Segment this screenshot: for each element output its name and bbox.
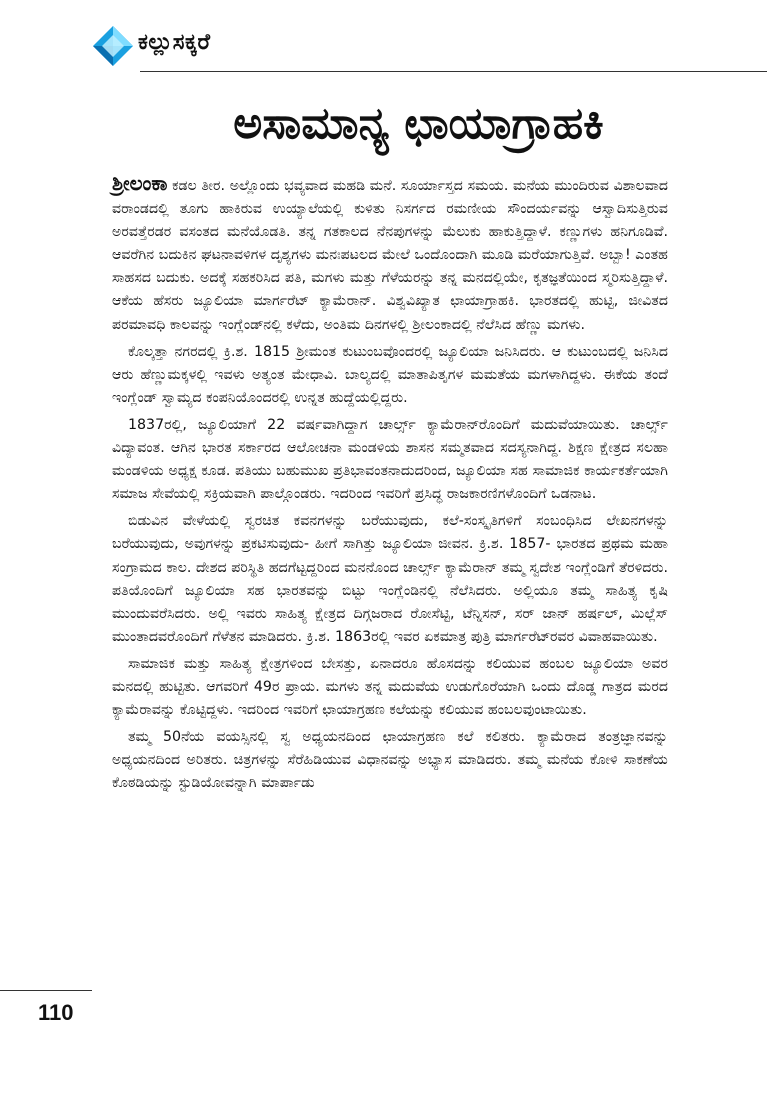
- paragraph-2: ಕೊಲ್ಕತ್ತಾ ನಗರದಲ್ಲಿ ಕ್ರಿ.ಶ. 1815 ಶ್ರೀಮಂತ ಕುಟುಂಬವೊಂದರಲ್ಲಿ ಜ್ಯೂಲಿಯಾ ಜನಿಸಿದರು. ಆ ಕುಟುಂಬದಲ್ಲಿ ಜನಿಸಿದ ಆರು ಹೆಣ್ಣುಮಕ್ಕಳಲ್ಲಿ ಇವಳು ಅತ್ಯಂತ ಮೇಧಾವಿ. ಬಾಲ್ಯದಲ್ಲಿ ಮಾತಾಪಿತೃಗಳ ಮಮತೆಯ ಮಗಳಾಗಿದ್ದಳು. ಈಕೆಯ ತಂದೆ ಇಂಗ್ಲೆಂಡ್ ಸ್ವಾಮ್ಯದ ಕಂಪನಿಯೊಂದರಲ್ಲಿ ಉನ್ನತ ಹುದ್ದೆಯಲ್ಲಿದ್ದರು.: [112, 343, 668, 406]
- header-rule: [140, 71, 767, 72]
- diamond-logo-icon: [92, 25, 134, 67]
- article-body: [112, 172, 668, 799]
- page-number: 110: [38, 1000, 74, 1025]
- footer-rule: [0, 990, 92, 991]
- article-title: ಅಸಾಮಾನ್ಯ ಛಾಯಾಗ್ರಾಹಕಿ: [233, 98, 604, 149]
- paragraph-1: [112, 172, 668, 337]
- brand-name: ಕಲ್ಲುಸಕ್ಕರೆ: [138, 30, 211, 55]
- paragraph-5: ಸಾಮಾಜಿಕ ಮತ್ತು ಸಾಹಿತ್ಯ ಕ್ಷೇತ್ರಗಳಿಂದ ಬೇಸತ್ತು, ಏನಾದರೂ ಹೊಸದನ್ನು ಕಲಿಯುವ ಹಂಬಲ ಜ್ಯೂಲಿಯಾ ಅವರ ಮನದಲ್ಲಿ ಹುಟ್ಟಿತು. ಆಗವರಿಗೆ 49ರ ಪ್ರಾಯ. ಮಗಳು ತನ್ನ ಮದುವೆಯ ಉಡುಗೊರೆಯಾಗಿ ಒಂದು ದೊಡ್ಡ ಗಾತ್ರದ ಮರದ ಕ್ಯಾಮೆರಾವನ್ನು ಕೊಟ್ಟಿದ್ದಳು. ಇದರಿಂದ ಇವರಿಗೆ ಛಾಯಾಗ್ರಹಣ ಕಲೆಯನ್ನು ಕಲಿಯುವ ಹಂಬಲವುಂಟಾಯಿತು.: [112, 655, 668, 719]
- paragraph-4: ಬಿಡುವಿನ ವೇಳೆಯಲ್ಲಿ ಸ್ವರಚಿತ ಕವನಗಳನ್ನು ಬರೆಯುವುದು, ಕಲೆ-ಸಂಸ್ಕೃತಿಗಳಿಗೆ ಸಂಬಂಧಿಸಿದ ಲೇಖನಗಳನ್ನು ಬರೆಯುವುದು, ಅವುಗಳನ್ನು ಪ್ರಕಟಿಸುವುದು- ಹೀಗೆ ಸಾಗಿತ್ತು ಜ್ಯೂಲಿಯಾ ಜೀವನ. ಕ್ರಿ.ಶ. 1857- ಭಾರತದ ಪ್ರಥಮ ಮಹಾ ಸಂಗ್ರಾಮದ ಕಾಲ. ದೇಶದ ಪರಿಸ್ಥಿತಿ ಹದಗೆಟ್ಟದ್ದರಿಂದ ಮನನೊಂದ ಚಾರ್ಲ್ಸ್ ಕ್ಯಾಮೆರಾನ್ ತಮ್ಮ ಸ್ವದೇಶ ಇಂಗ್ಲೆಂಡಿಗೆ ತೆರಳಿದರು. ಪತಿಯೊಂದಿಗೆ ಜ್ಯೂಲಿಯಾ ಸಹ ಭಾರತವನ್ನು ಬಿಟ್ಟು ಇಂಗ್ಲೆಂಡಿನಲ್ಲಿ ನೆಲೆಸಿದರು. ಅಲ್ಲಿಯೂ ತಮ್ಮ ಸಾಹಿತ್ಯ ಕೃಷಿ ಮುಂದುವರೆಸಿದರು. ಅಲ್ಲಿ ಇವರು ಸಾಹಿತ್ಯ ಕ್ಷೇತ್ರದ ದಿಗ್ಗಜರಾದ ರೋಸೆಟ್ಟಿ, ಟೆನ್ನಿಸನ್, ಸರ್ ಜಾನ್ ಹರ್ಷಲ್, ಮಿಲ್ಲೆಸ್ ಮುಂತಾದವರೊಂದಿಗೆ ಗೆಳೆತನ ಮಾಡಿದರು. ಕ್ರಿ.ಶ. 1863ರಲ್ಲಿ ಇವರ ಏಕಮಾತ್ರ ಪುತ್ರಿ ಮಾರ್ಗರೆಟ್‍ರವರ ವಿವಾಹವಾಯಿತು.: [112, 513, 668, 645]
- paragraph-6: ತಮ್ಮ 50ನೆಯ ವಯಸ್ಸಿನಲ್ಲಿ ಸ್ವ ಅಧ್ಯಯನದಿಂದ ಛಾಯಾಗ್ರಹಣ ಕಲೆ ಕಲಿತರು. ಕ್ಯಾಮೆರಾದ ತಂತ್ರಜ್ಞಾನವನ್ನು ಅಧ್ಯಯನದಿಂದ ಅರಿತರು. ಚಿತ್ರಗಳನ್ನು ಸೆರೆಹಿಡಿಯುವ ವಿಧಾನವನ್ನು ಅಭ್ಯಾಸ ಮಾಡಿದರು. ತಮ್ಮ ಮನೆಯ ಕೋಳಿ ಸಾಕಣೆಯ ಕೊಠಡಿಯನ್ನು ಸ್ಟುಡಿಯೋವನ್ನಾಗಿ ಮಾರ್ಪಾಡು: [112, 729, 668, 792]
- paragraph-1-text: ಕಡಲ ತೀರ. ಅಲ್ಲೊಂದು ಭವ್ಯವಾದ ಮಹಡಿ ಮನೆ. ಸೂರ್ಯಾಸ್ತದ ಸಮಯ. ಮನೆಯ ಮುಂದಿರುವ ವಿಶಾಲವಾದ ವರಾಂಡದಲ್ಲಿ ತೂಗು ಹಾಕಿರುವ ಉಯ್ಯಾಲೆಯಲ್ಲಿ ಕುಳಿತು ನಿಸರ್ಗದ ರಮಣೀಯ ಸೌಂದರ್ಯವನ್ನು ಆಸ್ವಾದಿಸುತ್ತಿರುವ ಅರವತ್ತೆರಡರ ವಸಂತದ ಮನೆಯೊಡತಿ. ತನ್ನ ಗತಕಾಲದ ನೆನಪುಗಳನ್ನು ಮೆಲುಕು ಹಾಕುತ್ತಿದ್ದಾಳೆ. ಕಣ್ಣುಗಳು ಹನಿಗೂಡಿವೆ. ಆವರೆಗಿನ ಬದುಕಿನ ಘಟನಾವಳಿಗಳ ದೃಶ್ಯಗಳು ಮನಃಪಟಲದ ಮೇಲೆ ಒಂದೊಂದಾಗಿ ಮೂಡಿ ಮರೆಯಾಗುತ್ತಿವೆ. ಅಬ್ಬಾ! ಎಂತಹ ಸಾಹಸದ ಬದುಕು. ಅದಕ್ಕೆ ಸಹಕರಿಸಿದ ಪತಿ, ಮಗಳು ಮತ್ತು ಗೆಳೆಯರನ್ನು ತನ್ನ ಮನದಲ್ಲಿಯೇ, ಕೃತಜ್ಞತೆಯಿಂದ ಸ್ಮರಿಸುತ್ತಿದ್ದಾಳೆ. ಆಕೆಯ ಹೆಸರು ಜ್ಯೂಲಿಯಾ ಮಾರ್ಗರೆಟ್ ಕ್ಯಾಮೆರಾನ್. ವಿಶ್ವವಿಖ್ಯಾತ ಛಾಯಾಗ್ರಾಹಕಿ. ಭಾರತದಲ್ಲಿ ಹುಟ್ಟಿ, ಜೀವಿತದ ಪರಮಾವಧಿ ಕಾಲವನ್ನು ಇಂಗ್ಲೆಂಡ್‍ನಲ್ಲಿ ಕಳೆದು, ಅಂತಿಮ ದಿನಗಳಲ್ಲಿ ಶ್ರೀಲಂಕಾದಲ್ಲಿ ನೆಲೆಸಿದ ಹೆಣ್ಣು ಮಗಳು.: [112, 178, 668, 333]
- page-header: [0, 0, 767, 80]
- lead-word: ಶ್ರೀಲಂಕಾ: [112, 171, 168, 195]
- paragraph-3: 1837ರಲ್ಲಿ, ಜ್ಯೂಲಿಯಾಗೆ 22 ವರ್ಷವಾಗಿದ್ದಾಗ ಚಾರ್ಲ್ಸ್ ಕ್ಯಾಮೆರಾನ್‍ರೊಂದಿಗೆ ಮದುವೆಯಾಯಿತು. ಚಾರ್ಲ್ಸ್ ವಿದ್ಯಾವಂತ. ಆಗಿನ ಭಾರತ ಸರ್ಕಾರದ ಆಲೋಚನಾ ಮಂಡಳಿಯ ಶಾಸನ ಸಮ್ಮತವಾದ ಸದಸ್ಯನಾಗಿದ್ದ. ಶಿಕ್ಷಣ ಕ್ಷೇತ್ರದ ಸಲಹಾ ಮಂಡಳಿಯ ಅಧ್ಯಕ್ಷ ಕೂಡ. ಪತಿಯು ಬಹುಮುಖ ಪ್ರತಿಭಾವಂತನಾದುದರಿಂದ, ಜ್ಯೂಲಿಯಾ ಸಹ ಸಾಮಾಜಿಕ ಕಾರ್ಯಕರ್ತೆಯಾಗಿ ಸಮಾಜ ಸೇವೆಯಲ್ಲಿ ಸಕ್ರಿಯವಾಗಿ ಪಾಲ್ಗೊಂಡರು. ಇದರಿಂದ ಇವರಿಗೆ ಪ್ರಸಿದ್ಧ ರಾಜಕಾರಣಿಗಳೊಂದಿಗೆ ಒಡನಾಟ.: [112, 416, 668, 503]
